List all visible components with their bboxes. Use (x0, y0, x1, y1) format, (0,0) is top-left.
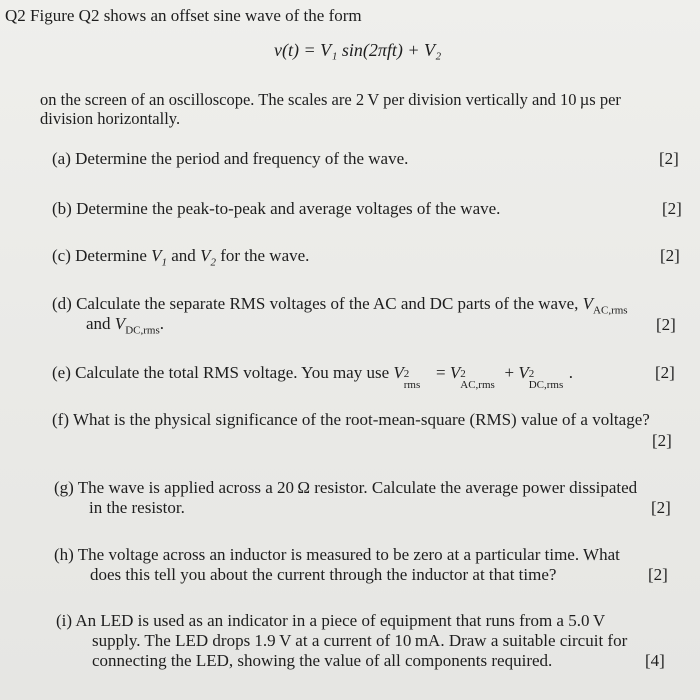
part-e-marks: [2] (655, 363, 675, 382)
part-label: (c) (52, 246, 71, 265)
part-d-line-2: and $V_{DC,rms}$. (86, 314, 164, 337)
part-c-marks: [2] (660, 246, 680, 265)
part-i-line-3: connecting the LED, showing the value of all components required. (92, 651, 553, 670)
symbol-v-dc-rms: $V_{DC,rms}$ (114, 314, 160, 337)
part-e: (e) Calculate the total RMS voltage. You may use V 2 rms = V 2 AC,rms + V 2 DC,rms . (52, 363, 573, 391)
part-g (54, 478, 637, 497)
part-text: Determine the period and frequency of the wave. (75, 149, 409, 168)
part-text: The wave is applied across a 20 Ω resistor. Calculate the average power dissipated (77, 478, 638, 497)
part-b (52, 199, 500, 218)
symbol-v-ac-rms: $V_{AC,rms}$ (582, 294, 628, 317)
sine-equation: v(t) = V₁ sin(2πft) + V₂ (274, 40, 442, 60)
part-a-marks: [2] (659, 149, 679, 168)
part-i (56, 611, 605, 630)
part-h-marks: [2] (648, 565, 668, 584)
scales-line-2: division horizontally. (40, 109, 181, 128)
part-text: Calculate the separate RMS voltages of the AC and DC parts of the wave, (76, 294, 579, 313)
symbol-v2: $V_2$ (200, 246, 216, 269)
part-label: (g) (54, 478, 74, 497)
part-a (52, 149, 408, 168)
part-label: (a) (52, 149, 71, 168)
part-i-line-2: supply. The LED drops 1.9 V at a current of 10 mA. Draw a suitable circuit for (92, 631, 628, 650)
part-text: The voltage across an inductor is measured to be zero at a particular time. What (77, 545, 620, 564)
part-text: Calculate the total RMS voltage. You may use (75, 363, 390, 382)
part-text: Determine the peak-to-peak and average voltages of the wave. (76, 199, 501, 218)
question-header (5, 6, 362, 25)
part-d-marks: [2] (656, 315, 676, 334)
part-g-marks: [2] (651, 498, 671, 517)
part-text: Determine (75, 246, 147, 265)
part-b-marks: [2] (662, 199, 682, 218)
part-label: (f) (52, 410, 69, 429)
part-h (54, 545, 620, 564)
part-label: (i) (56, 611, 73, 630)
symbol-v1: $V_1$ (151, 246, 168, 269)
part-i-marks: [4] (645, 651, 665, 670)
part-g-line-2: in the resistor. (89, 498, 185, 517)
part-label: (e) (52, 363, 71, 382)
part-label: (d) (52, 294, 72, 313)
part-label: (b) (52, 199, 72, 218)
question-number: Q2 (5, 6, 26, 25)
part-text: What is the physical significance of the root-mean-square (RMS) value of a voltage? (72, 410, 650, 429)
scales-line-1: on the screen of an oscilloscope. The scales are 2 V per division vertically and 10 µs per (40, 90, 621, 109)
part-text: An LED is used as an indicator in a piece of equipment that runs from a 5.0 V (75, 611, 606, 630)
part-f-marks: [2] (652, 431, 672, 450)
part-label: (h) (54, 545, 74, 564)
question-intro: Figure Q2 shows an offset sine wave of the form (30, 6, 362, 25)
part-c: (c) Determine $V_1$ and $V_2$ for the wave. (52, 246, 310, 269)
part-h-line-2: does this tell you about the current through the inductor at that time? (90, 565, 557, 584)
part-f (52, 410, 650, 429)
